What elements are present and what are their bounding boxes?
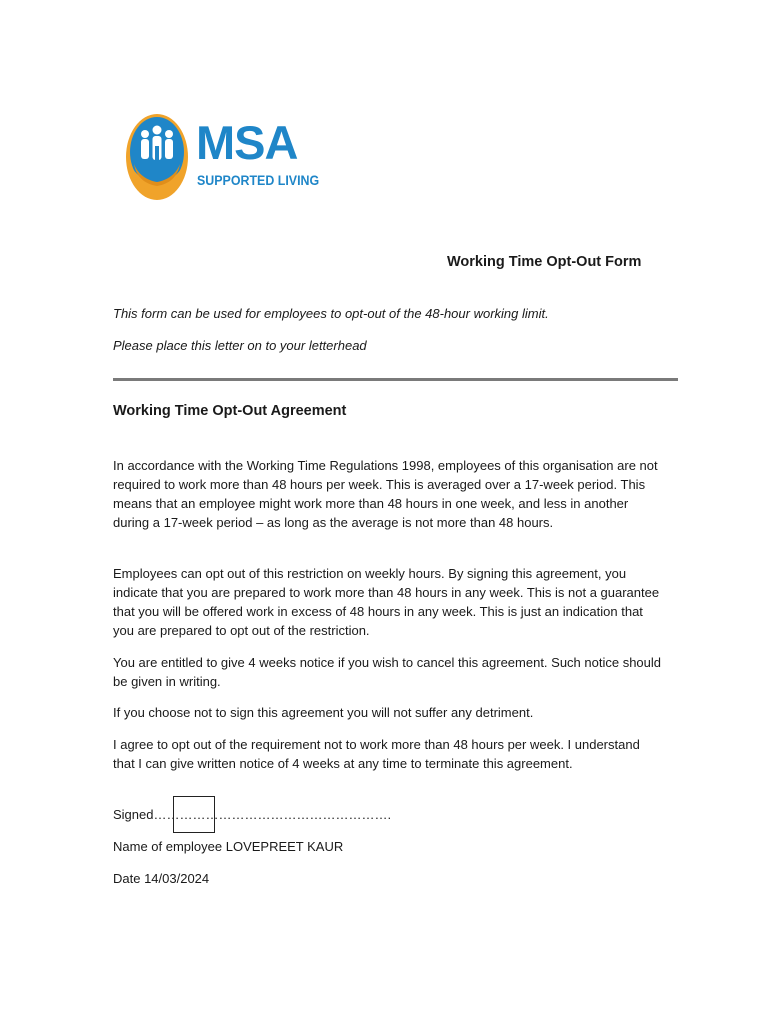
form-title: Working Time Opt-Out Form (447, 254, 642, 270)
paragraph-agreement: I agree to opt out of the requirement not to work more than 48 hours per week. I understand that I can give written notice of 4 weeks at any time to terminate this agreement. (113, 737, 640, 771)
usage-note: This form can be used for employees to opt-out of the 48-hour working limit. (113, 306, 549, 321)
msa-logo (124, 110, 320, 202)
paragraph-regulations: In accordance with the Working Time Regulations 1998, employees of this organisation are not required to work more than 48 hours per week. This is averaged over a 17-week period. This means that an employee might work more than 48 hours in one week, and less in another during a 17-week period – as long as the average is not more than 48 hours. (113, 458, 658, 530)
logo-main-text: MSA (196, 116, 298, 169)
logo-sub-text: SUPPORTED LIVING (197, 173, 320, 188)
signature-field[interactable] (173, 796, 215, 833)
signed-line: Signed………………………………………………. (113, 807, 392, 822)
section-divider (113, 378, 678, 381)
people-in-hands-logo-icon (124, 112, 190, 202)
letterhead-note: Please place this letter on to your letterhead (113, 338, 367, 353)
paragraph-opt-out: Employees can opt out of this restriction on weekly hours. By signing this agreement, you indicate that you are prepared to work more than 48 hours in any week. This is not a guarantee that you will be offered work in excess of 48 hours in any week. This is just an indication that you are prepared to opt out of the restriction. (113, 566, 660, 638)
employee-name-line: Name of employee LOVEPREET KAUR (113, 839, 344, 854)
paragraph-notice: You are entitled to give 4 weeks notice if you wish to cancel this agreement. Such notice should be given in writing. (113, 655, 662, 689)
paragraph-no-detriment: If you choose not to sign this agreement you will not suffer any detriment. (113, 705, 534, 720)
agreement-title: Working Time Opt-Out Agreement (113, 403, 347, 419)
date-line: Date 14/03/2024 (113, 871, 210, 886)
